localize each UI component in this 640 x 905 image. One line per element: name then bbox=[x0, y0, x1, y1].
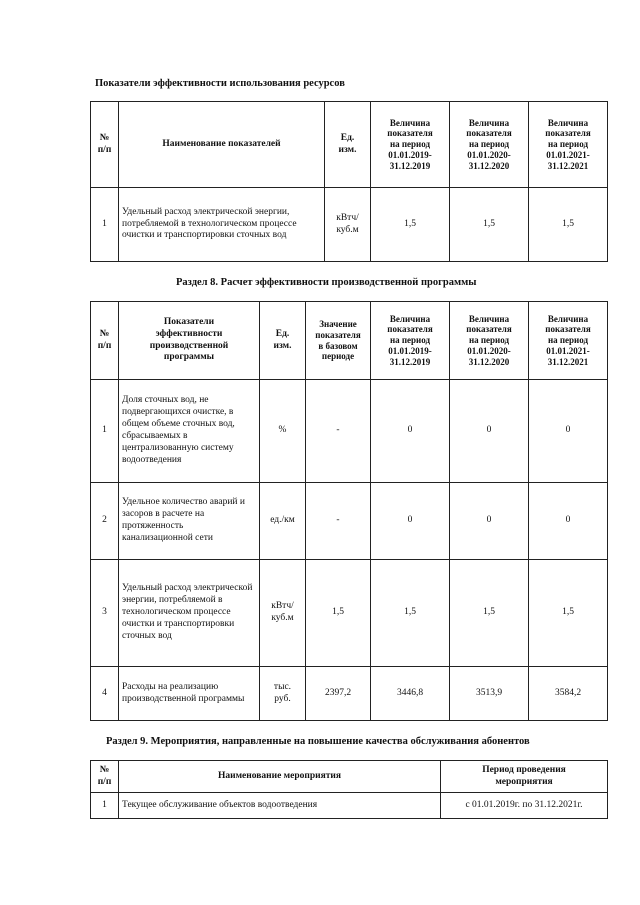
row-value-2021: 1,5 bbox=[529, 560, 608, 667]
row-name: Удельный расход электрической энергии, потребляемой в технологическом процессе очистки и транспортировки сточных вод bbox=[119, 560, 260, 667]
row-num: 1 bbox=[91, 380, 119, 483]
row-base-value: 2397,2 bbox=[306, 667, 371, 721]
row-value-2020: 0 bbox=[450, 380, 529, 483]
row-name: Расходы на реализацию производственной программы bbox=[119, 667, 260, 721]
row-name: Текущее обслуживание объектов водоотведения bbox=[119, 793, 441, 819]
row-name: Доля сточных вод, не подвергающихся очистке, в общем объеме сточных вод, сбрасываемых в централизованную систему водоотведения bbox=[119, 380, 260, 483]
header-num: № п/п bbox=[91, 761, 119, 793]
header-name: Наименование показателей bbox=[119, 102, 325, 188]
table2-title: Раздел 8. Расчет эффективности производственной программы bbox=[176, 277, 477, 288]
row-value-2021: 1,5 bbox=[529, 188, 608, 262]
row-unit: кВтч/ куб.м bbox=[260, 560, 306, 667]
row-num: 1 bbox=[91, 793, 119, 819]
header-period-2019: Величина показателя на период 01.01.2019- 31.12.2019 bbox=[371, 102, 450, 188]
row-value-2020: 1,5 bbox=[450, 560, 529, 667]
production-program-efficiency-table bbox=[90, 301, 608, 721]
header-period-2021: Величина показателя на период 01.01.2021- 31.12.2021 bbox=[529, 102, 608, 188]
row-num: 4 bbox=[91, 667, 119, 721]
row-num: 2 bbox=[91, 483, 119, 560]
row-unit: тыс. руб. bbox=[260, 667, 306, 721]
row-unit: ед./км bbox=[260, 483, 306, 560]
row-value-2020: 0 bbox=[450, 483, 529, 560]
row-unit: кВтч/ куб.м bbox=[325, 188, 371, 262]
row-value-2019: 0 bbox=[371, 380, 450, 483]
header-unit: Ед. изм. bbox=[325, 102, 371, 188]
row-value-2019: 1,5 bbox=[371, 560, 450, 667]
row-base-value: 1,5 bbox=[306, 560, 371, 667]
header-period: Период проведения мероприятия bbox=[441, 761, 608, 793]
table-row bbox=[91, 483, 608, 560]
table3-title: Раздел 9. Мероприятия, направленные на повышение качества обслуживания абонентов bbox=[106, 736, 530, 747]
row-base-value: - bbox=[306, 380, 371, 483]
header-period-2019: Величина показателя на период 01.01.2019- 31.12.2019 bbox=[371, 302, 450, 380]
table-row bbox=[91, 188, 608, 262]
table-row bbox=[91, 667, 608, 721]
row-value-2021: 0 bbox=[529, 380, 608, 483]
row-name: Удельное количество аварий и засоров в расчете на протяженность канализационной сети bbox=[119, 483, 260, 560]
row-value-2020: 1,5 bbox=[450, 188, 529, 262]
row-base-value: - bbox=[306, 483, 371, 560]
table-row bbox=[91, 560, 608, 667]
header-period-2020: Величина показателя на период 01.01.2020- 31.12.2020 bbox=[450, 102, 529, 188]
row-value-2021: 3584,2 bbox=[529, 667, 608, 721]
header-name: Показатели эффективности производственной программы bbox=[119, 302, 260, 380]
table1-title: Показатели эффективности использования ресурсов bbox=[95, 78, 345, 89]
row-name: Удельный расход электрической энергии, потребляемой в технологическом процессе очистки и транспортировки сточных вод bbox=[119, 188, 325, 262]
resource-efficiency-table bbox=[90, 101, 608, 262]
table-row bbox=[91, 380, 608, 483]
row-num: 3 bbox=[91, 560, 119, 667]
row-value-2019: 3446,8 bbox=[371, 667, 450, 721]
row-num: 1 bbox=[91, 188, 119, 262]
table-row bbox=[91, 793, 608, 819]
row-unit: % bbox=[260, 380, 306, 483]
header-period-2020: Величина показателя на период 01.01.2020- 31.12.2020 bbox=[450, 302, 529, 380]
row-period: с 01.01.2019г. по 31.12.2021г. bbox=[441, 793, 608, 819]
row-value-2020: 3513,9 bbox=[450, 667, 529, 721]
header-num: № п/п bbox=[91, 302, 119, 380]
row-value-2019: 0 bbox=[371, 483, 450, 560]
header-num: № п/п bbox=[91, 102, 119, 188]
row-value-2019: 1,5 bbox=[371, 188, 450, 262]
row-value-2021: 0 bbox=[529, 483, 608, 560]
header-name: Наименование мероприятия bbox=[119, 761, 441, 793]
header-base-period: Значение показателя в базовом периоде bbox=[306, 302, 371, 380]
service-quality-measures-table bbox=[90, 760, 608, 819]
header-unit: Ед. изм. bbox=[260, 302, 306, 380]
header-period-2021: Величина показателя на период 01.01.2021- 31.12.2021 bbox=[529, 302, 608, 380]
